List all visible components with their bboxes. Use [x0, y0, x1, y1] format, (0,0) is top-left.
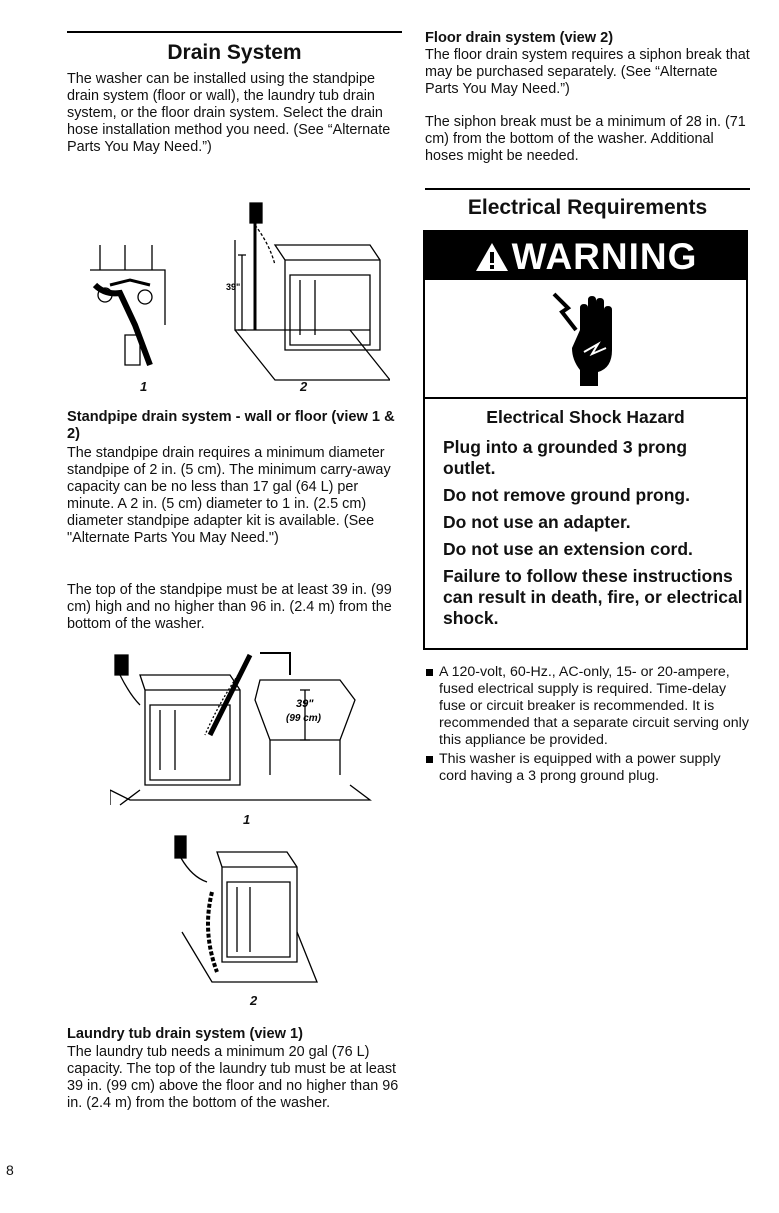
floor-drain-title: Floor drain system (view 2): [425, 30, 614, 46]
warning-instructions: [443, 437, 743, 635]
fig3-view-label: 2: [250, 993, 258, 1008]
list-item: This washer is equipped with a power supply cord having a 3 prong ground plug.: [425, 751, 750, 785]
warning-line: Do not use an adapter.: [443, 512, 631, 532]
top-rule-left: [67, 31, 402, 33]
laundry-tub-paragraph: The laundry tub needs a minimum 20 gal (76 L) capacity. The top of the laundry tub must be at least 39 in. (99 cm) above the floor and no higher than 96 in. (2.4 m) from the bottom of the washer.: [67, 1044, 399, 1111]
electrical-bullet-list: [425, 664, 750, 787]
fig1-view-2-label: 2: [300, 379, 308, 394]
page-number: 8: [6, 1162, 14, 1178]
floor-drain-paragraph-1: The floor drain system requires a siphon break that may be purchased separately. (See “Alternate Parts You May Need.”): [425, 47, 750, 97]
laundry-tub-title: Laundry tub drain system (view 1): [67, 1026, 303, 1042]
fig2-height-metric-label: (99 cm): [286, 713, 322, 724]
warning-line: Do not use an extension cord.: [443, 539, 693, 559]
hazard-title: Electrical Shock Hazard: [486, 407, 685, 427]
fig1-height-label: 39": [226, 282, 241, 292]
drain-figure-3: [172, 832, 322, 992]
fig2-height-label: 39": [296, 698, 314, 710]
standpipe-paragraph-1: The standpipe drain requires a minimum diameter standpipe of 2 in. (5 cm). The minimum carry-away capacity can be no less than 17 gal (64 L) per minute. A 2 in. (5 cm) diameter to 1 in. (2.5 cm) diameter standpipe adapter kit is available. (See "Alternate Parts You May Need."): [67, 445, 391, 546]
electric-shock-hand-icon: [550, 290, 630, 390]
warning-line: Do not remove ground prong.: [443, 485, 690, 505]
fig1-view-1-label: 1: [140, 379, 148, 394]
drain-system-heading: Drain System: [167, 41, 302, 64]
warning-line: Failure to follow these instructions can result in death, fire, or electrical shock.: [443, 566, 743, 628]
fig2-view-label: 1: [243, 812, 251, 827]
warning-divider: [425, 397, 746, 399]
drain-figure-2: [110, 645, 380, 810]
warning-header: [425, 232, 746, 280]
drain-intro-text: The washer can be installed using the standpipe drain system (floor or wall), the laundry tub drain system, or the floor drain system. Select the drain hose installation method you need. (See “Alternate Parts You May Need.”): [67, 71, 391, 155]
list-item: A 120-volt, 60-Hz., AC-only, 15- or 20-ampere, fused electrical supply is required. Time-delay fuse or circuit breaker is recommended. It is recommended that a separate circuit serving only this appliance be provided.: [425, 664, 750, 749]
electrical-requirements-heading: Electrical Requirements: [467, 196, 708, 219]
drain-figure-1: [90, 185, 390, 395]
standpipe-title: Standpipe drain system - wall or floor (view 1 & 2): [67, 409, 395, 442]
warning-header-text: WARNING: [511, 236, 698, 277]
warning-triangle-icon: [474, 241, 510, 273]
warning-box: [423, 230, 748, 650]
floor-drain-paragraph-2: The siphon break must be a minimum of 28 in. (71 cm) from the bottom of the washer. Additional hoses might be needed.: [425, 114, 746, 164]
electrical-rule: [425, 188, 750, 190]
warning-line: Plug into a grounded 3 prong outlet.: [443, 437, 688, 478]
standpipe-paragraph-2: The top of the standpipe must be at least 39 in. (99 cm) high and no higher than 96 in. (2.4 m) from the bottom of the washer.: [67, 582, 392, 632]
